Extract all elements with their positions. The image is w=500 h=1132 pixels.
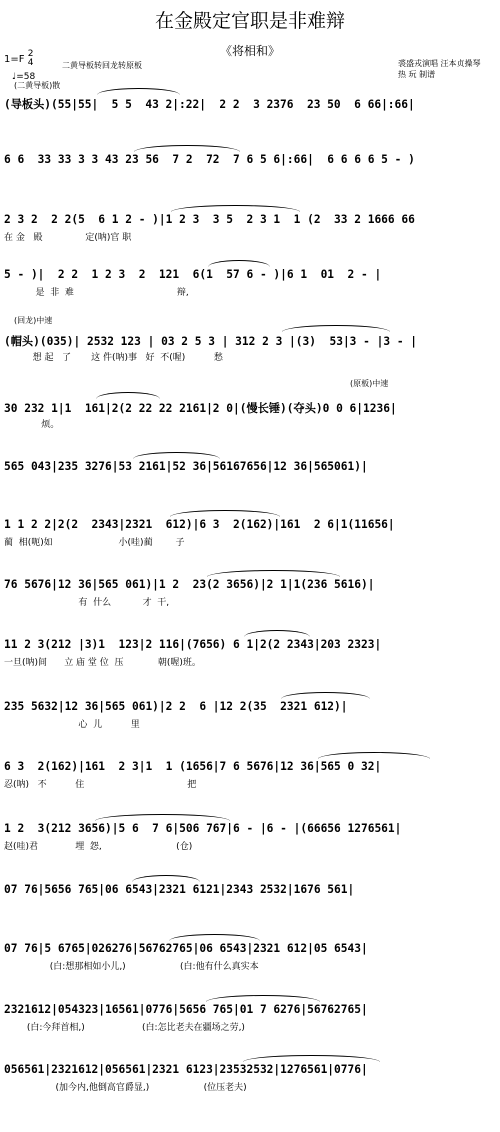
score-line-lyrics: 在 金 殿 定(呐)官 职 <box>4 233 132 243</box>
key: 1=F <box>4 54 25 65</box>
score-line-lyrics: 蔺 相(呃)如 小(哇)蔺 子 <box>4 538 185 548</box>
score-line-notes: 07 76|5656 765|06 6543|2321 6121|2343 2532|1676 561| <box>4 883 355 896</box>
score-line-lyrics: 赵(哇)君 埋 怨, (仓) <box>4 842 193 852</box>
slur-mark <box>132 875 200 882</box>
tempo-marking: ♩=58 <box>12 72 36 82</box>
score-line-lyrics: 有 什么 才 干, <box>4 598 170 608</box>
score-line-notes: 6 6 33 33 3 3 43 23 56 7 2 72 7 6 5 6|:66| 6 6 6 6 5 - ) <box>4 153 415 166</box>
slur-mark <box>169 934 260 941</box>
score-line-notes: 30 232 1|1 161|2(2 22 22 2161|2 0|(慢长锤)(夺头)0 0 6|1236| <box>4 402 397 415</box>
score-line-notes: 2321612|054323|16561|0776|5656 765|01 7 6276|56762765| <box>4 1003 368 1016</box>
performer-credit: 裘盛戎演唱 汪本贞操琴 <box>398 59 481 68</box>
slur-mark <box>171 205 300 212</box>
score-line-notes: 565 043|235 3276|53 2161|52 36|56167656|12 36|565061)| <box>4 460 368 473</box>
score-line-lyrics: 一旦(呐)间 立 庙 堂 位 压 朝(喔)班。 <box>4 658 201 668</box>
slur-mark <box>281 692 370 699</box>
slur-mark <box>243 1055 380 1062</box>
slur-mark <box>207 570 340 577</box>
time-signature <box>28 50 34 68</box>
score-line-notes: 2 3 2 2 2(5 6 1 2 - )|1 2 3 3 5 2 3 1 1 (2 33 2 1666 66 <box>4 213 415 226</box>
score-line-lyrics: 心 儿 里 <box>4 720 140 730</box>
slur-mark <box>206 995 320 1002</box>
score-line-notes: 1 2 3(212 3656)|5 6 7 6|506 767|6 - |6 - |(66656 1276561| <box>4 822 402 835</box>
slur-mark <box>133 452 220 459</box>
score-line-lyrics: (白:今拜首相,) (白:怎比老夫在疆场之劳,) <box>4 1023 245 1033</box>
arranger-credit: 热 玩 制谱 <box>398 70 436 79</box>
score-line-notes: 5 - )| 2 2 1 2 3 2 121 6(1 57 6 - )|6 1 01 2 - | <box>4 268 382 281</box>
slur-mark <box>134 145 240 152</box>
slur-mark <box>318 752 430 759</box>
score-line-notes: 6 3 2(162)|161 2 3|1 1 (1656|7 6 5676|12 36|565 0 32| <box>4 760 382 773</box>
score-line-lyrics: 忍(呐) 不 住 把 <box>4 780 197 790</box>
score-line-notes: (回龙)中速 <box>14 316 53 325</box>
score-line-notes: (帽头)(035)| 2532 123 | 03 2 5 3 | 312 2 3 |(3) 53|3 - |3 - | <box>4 335 418 348</box>
score-line-notes: 76 5676|12 36|565 061)|1 2 23(2 3656)|2 1|1(236 5616)| <box>4 578 375 591</box>
score-line-notes: 056561|2321612|056561|2321 6123|23532532|1276561|0776| <box>4 1063 368 1076</box>
score-line-notes: 07 76|5 6765|026276|56762765|06 6543|2321 612|05 6543| <box>4 942 368 955</box>
key-signature <box>4 50 33 68</box>
score-line-notes: 235 5632|12 36|565 061)|2 2 6 |12 2(35 2321 612)| <box>4 700 348 713</box>
opera-subtitle: 《将相和》 <box>219 44 280 58</box>
time-sig-bottom: 4 <box>27 58 34 68</box>
score-line-notes: (原板)中速 <box>350 379 389 388</box>
score-line-lyrics: 想 起 了 这 件(呐)事 好 不(喔) 愁 <box>4 353 223 363</box>
slur-mark <box>97 88 180 95</box>
slur-mark <box>95 814 230 821</box>
score-line-lyrics: (加今内,他倒高官爵显,) (位压老夫) <box>4 1083 247 1093</box>
score-line-lyrics: 烦。 <box>4 420 60 430</box>
mode-note: 二黄导板转回龙转原板 <box>62 61 142 70</box>
slur-mark <box>282 325 390 332</box>
slur-mark <box>96 392 160 399</box>
score-line-notes: 1 1 2 2|2(2 2343|2321 612)|6 3 2(162)|161 2 6|1(11656| <box>4 518 395 531</box>
slur-mark <box>208 260 270 267</box>
score-line-lyrics: 是 非 难 辩, <box>4 288 189 298</box>
score-line-notes: 11 2 3(212 |3)1 123|2 116|(7656) 6 1|2(2 2343|203 2323| <box>4 638 382 651</box>
slur-mark <box>244 630 310 637</box>
time-sig-top: 2 <box>27 49 34 59</box>
page-title: 在金殿定官职是非难辩 <box>154 10 345 32</box>
score-line-notes: (二黄导板)散 <box>14 81 61 90</box>
score-line-notes: (导板头)(55|55| 5 5 43 2|:22| 2 2 3 2376 23 50 6 66|:66| <box>4 98 415 111</box>
score-line-lyrics: (白:想那相如小儿,) (白:他有什么真实本 <box>4 962 259 972</box>
slur-mark <box>170 510 280 517</box>
